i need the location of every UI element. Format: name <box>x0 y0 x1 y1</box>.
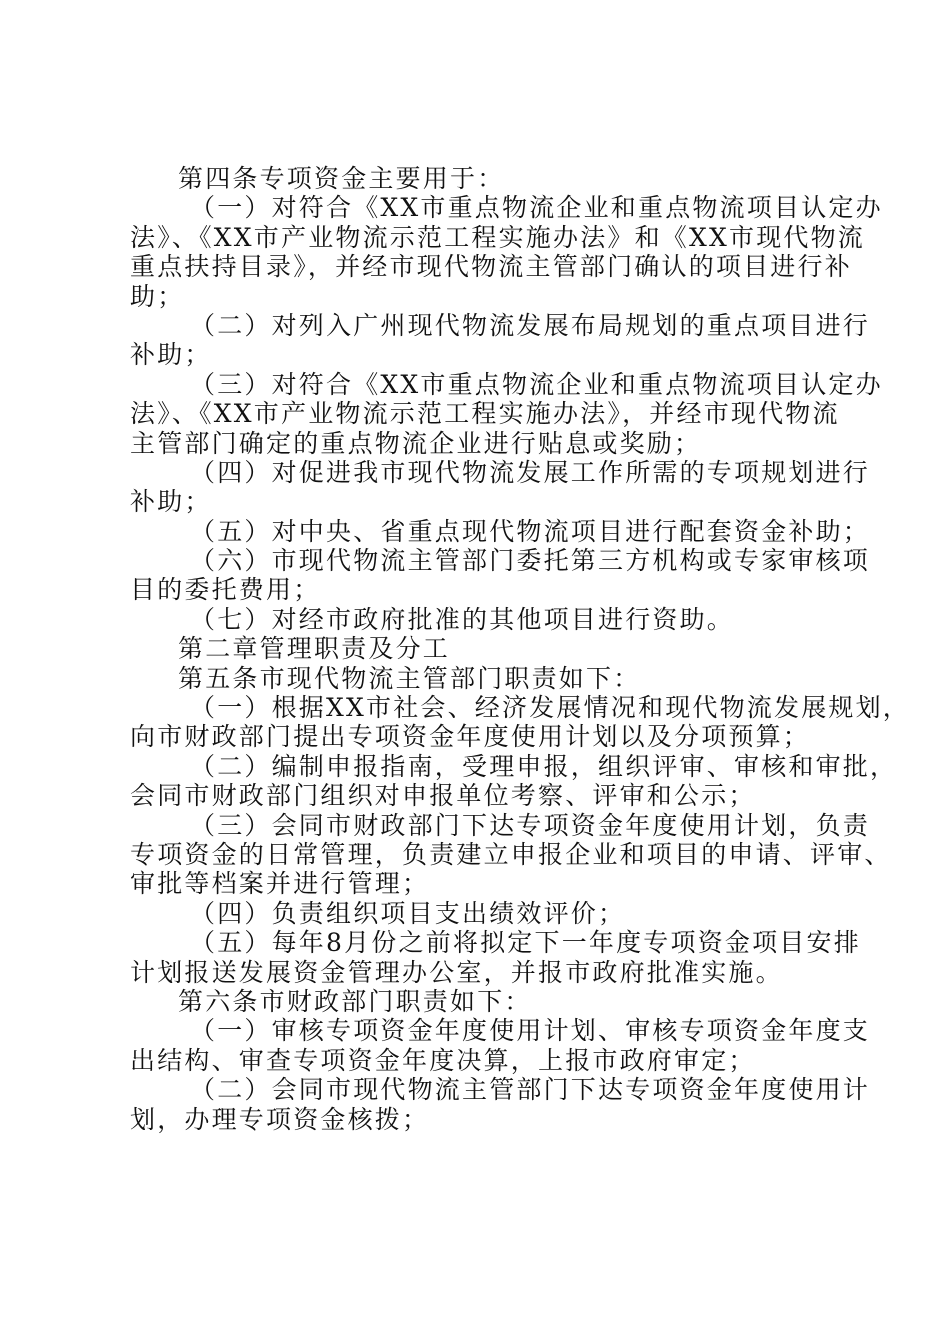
paragraph-line: （二）编制申报指南，受理申报，组织评审、审核和审批， <box>190 751 898 781</box>
paragraph-line: 主管部门确定的重点物流企业进行贴息或奖励； <box>130 428 702 458</box>
paragraph-line: （六）市现代物流主管部门委托第三方机构或专家审核项 <box>190 546 871 576</box>
paragraph-line: 划，办理专项资金核拨； <box>130 1104 430 1134</box>
article-6-heading: 第六条市财政部门职责如下： <box>178 986 532 1016</box>
paragraph-line: （一）根据XX市社会、经济发展情况和现代物流发展规划， <box>190 693 910 723</box>
article-4-heading: 第四条专项资金主要用于： <box>178 164 505 193</box>
chapter-2-heading: 第二章管理职责及分工 <box>178 634 451 664</box>
paragraph-line: 重点扶持目录》，并经市现代物流主管部门确认的项目进行补 <box>130 252 852 282</box>
paragraph-line: （五）每年8月份之前将拟定下一年度专项资金项目安排 <box>190 928 861 958</box>
paragraph-line: （五）对中央、省重点现代物流项目进行配套资金补助； <box>190 516 871 546</box>
paragraph-line: 会同市财政部门组织对申报单位考察、评审和公示； <box>130 781 756 811</box>
paragraph-line: 目的委托费用； <box>130 575 321 605</box>
paragraph-line: （四）对促进我市现代物流发展工作所需的专项规划进行 <box>190 457 871 487</box>
document-body <box>130 164 910 1134</box>
paragraph-line: 法》、《XX市产业物流示范工程实施办法》和《XX市现代物流 <box>130 222 865 252</box>
paragraph-line: （一）对符合《XX市重点物流企业和重点物流项目认定办 <box>190 193 883 223</box>
paragraph-line: （四）负责组织项目支出绩效评价； <box>190 898 626 928</box>
paragraph-line: 补助； <box>130 487 212 517</box>
paragraph-line: （一）审核专项资金年度使用计划、审核专项资金年度支 <box>190 1016 871 1046</box>
paragraph-line: （二）对列入广州现代物流发展布局规划的重点项目进行 <box>190 310 871 340</box>
paragraph-line: （七）对经市政府批准的其他项目进行资助。 <box>190 604 735 634</box>
paragraph-line: 补助； <box>130 340 212 370</box>
article-5-heading: 第五条市现代物流主管部门职责如下： <box>178 663 641 693</box>
paragraph-line: 审批等档案并进行管理； <box>130 869 430 899</box>
paragraph-line: 出结构、审查专项资金年度决算，上报市政府审定； <box>130 1045 756 1075</box>
paragraph-line: （三）对符合《XX市重点物流企业和重点物流项目认定办 <box>190 369 883 399</box>
paragraph-line: （二）会同市现代物流主管部门下达专项资金年度使用计 <box>190 1075 871 1105</box>
paragraph-line: 向市财政部门提出专项资金年度使用计划以及分项预算； <box>130 722 811 752</box>
paragraph-line: （三）会同市财政部门下达专项资金年度使用计划，负责 <box>190 810 871 840</box>
paragraph-line: 专项资金的日常管理，负责建立申报企业和项目的申请、评审、 <box>130 839 892 869</box>
paragraph-line: 计划报送发展资金管理办公室，并报市政府批准实施。 <box>130 957 783 987</box>
paragraph-line: 法》、《XX市产业物流示范工程实施办法》，并经市现代物流 <box>130 399 840 429</box>
paragraph-line: 助； <box>130 281 185 311</box>
